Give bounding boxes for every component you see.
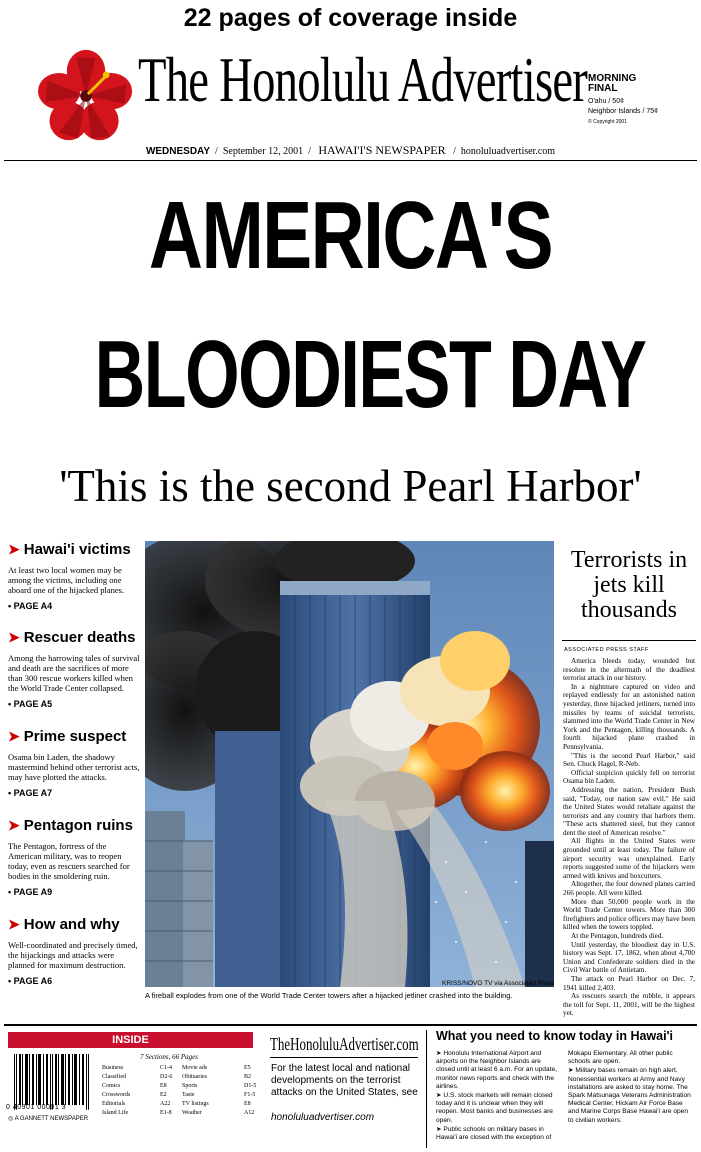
index-page: E2 [160,1092,167,1098]
news-photo [145,541,554,987]
story-body [563,657,695,1018]
need-to-know-col-right [568,1050,692,1126]
headline-line-2: BLOODIEST DAY [94,321,646,428]
subhead-quote: 'This is the second Pearl Harbor' [59,461,642,511]
arrow-icon: ➤ [8,916,20,932]
index-name: Sports [182,1083,198,1089]
index-page: C1-4 [160,1065,172,1071]
barcode-number: 0 40901 00001 3 [6,1104,67,1111]
rail-title: Hawai'i victims [23,541,131,558]
photo-caption: A fireball explodes from one of the World Trade Center towers after a hijacked jetliner crashed into the building. [145,991,513,1000]
edition-line-2: FINAL [588,83,618,94]
top-banner: 22 pages of coverage inside [183,4,518,32]
headline-line-1: AMERICA'S [148,182,553,289]
publisher [8,1115,88,1122]
price-oahu: O'ahu / 50¢ [588,98,624,105]
index-name: Comics [102,1083,121,1089]
rail-body: The Pentagon, fortress of the American military, was to reopen today, even as rescuers searched for bodies in the smoldering ruin. [8,841,130,881]
need-to-know-title: What you need to know today in Hawai'i [436,1029,674,1043]
index-page: D2-6 [160,1074,173,1080]
promo-rule [270,1057,418,1058]
index-name: TV listings [182,1101,209,1107]
story-paragraph: At the Pentagon, hundreds died. [571,932,664,940]
need-item: ➤ Honolulu International Airport and airports on the Neighbor Islands are closed until at least 6 a.m. For an update, monitor news reports and check with the airlines. [436,1050,557,1090]
arrow-icon: ➤ [8,728,20,744]
rail-item: ➤ Rescuer deaths Among the harrowing tales of survival and death are the sacrifices of more than 300 rescue workers killed when the World Trade Center collapsed. • PAGE A5 [8,629,140,709]
story-paragraph: "This is the second Pearl Harbor," said Sen. Chuck Hagel, R-Neb. [563,751,695,769]
index-page: E8 [244,1101,251,1107]
rail-body: Well-coordinated and precisely timed, the hijackings and attacks were planned for maximum destruction. [8,940,138,970]
column-divider [426,1030,427,1148]
story-paragraph: As rescuers search the rubble, it appears the toll for Sept. 11, 2001, will be the highest yet. [563,992,695,1018]
index-name: Taste [182,1092,195,1098]
rail-page: PAGE A4 [13,601,53,611]
need-to-know-col-left [436,1050,560,1143]
dateline-weekday: WEDNESDAY [145,146,211,157]
arrow-icon: ➤ [8,541,20,557]
footer-rule [4,1024,697,1026]
index-name: Crosswords [102,1092,131,1098]
copyright: © Copyright 2001 [588,119,627,125]
arrow-icon: ➤ [8,629,20,645]
need-item: ➤ Public schools on military bases in Hawai'i are closed with the exception of [436,1125,552,1142]
dateline-date: September 12, 2001 [222,146,304,157]
index-name: Classified [102,1074,126,1080]
rail-title: How and why [23,916,120,933]
gannett-logo-icon: ◎ [8,1116,14,1122]
story-paragraph: Altogether, the four downed planes carried 266 people. All were killed. [563,880,695,898]
story-paragraph: Addressing the nation, President Bush said, "Today, our nation saw evil." He said the United States would retaliate against the terrorists and any country that harbors them. "These acts shattered steel, but they cannot dent the steel of American resolve." [563,785,695,837]
index-page: A22 [160,1101,171,1107]
rail-page: PAGE A9 [13,887,53,897]
publisher-label: A GANNETT NEWSPAPER [14,1116,89,1122]
edition-box [588,74,658,127]
need-item: ➤ U.S. stock markets will remain closed today and it is unclear when they will reopen. Most banks and businesses are open. [436,1092,553,1124]
index-name: Obituaries [182,1074,207,1080]
index-name: Island Life [102,1110,129,1116]
arrow-icon: ➤ [8,817,20,833]
index-name: Editorials [102,1101,126,1107]
story-paragraph: All flights in the United States were grounded until at least today. The failure of airport security was unexplained. Early reports suggested some of the hijackers were armed with knives and boxcutters. [563,837,695,880]
rail-item: ➤ Prime suspect Osama bin Laden, the shadowy mastermind behind other terrorist acts, may have plotted the attacks. • PAGE A7 [8,728,140,798]
index-page: E1-8 [160,1110,172,1116]
inside-bar: INSIDE [8,1032,253,1048]
rail-title: Rescuer deaths [23,629,136,646]
story-paragraph: Official suspicion quickly fell on terrorist Osama bin Laden. [563,768,695,786]
story-paragraph: Until yesterday, the bloodiest day in U.S. history was Sept. 17, 1862, when about 4,700 Union and Confederate soldiers died in the Civil War battle of Antietam. [563,940,695,975]
need-item: Mokapu Elementary. All other public schools are open. [568,1050,673,1066]
index-page: A12 [244,1110,255,1116]
rail-item: ➤ Pentagon ruins The Pentagon, fortress of the American military, was to reopen today, even as rescuers searched for bodies in the smoldering ruin. • PAGE A9 [8,817,140,897]
story-paragraph: More than 50,000 people work in the World Trade Center towers. More than 300 firefighters and police officers may have been killed when the towers toppled. [563,897,695,932]
masthead-rule [4,160,697,161]
rail-page: PAGE A6 [13,976,53,986]
rail-body: At least two local women may be among the victims, including one aboard one of the hijacked planes. [8,565,125,595]
price-neighbor: Neighbor Islands / 75¢ [588,108,659,115]
rail-page: PAGE A5 [13,699,53,709]
rail-body: Osama bin Laden, the shadowy mastermind behind other terrorist acts, may have plotted the attacks. [8,752,140,782]
masthead-title: The Honolulu Advertiser [138,45,588,115]
rail-title: Pentagon ruins [23,817,133,834]
index-page: E5 [244,1065,251,1071]
story-paragraph: America bleeds today, wounded but resolute in the aftermath of the deadliest terrorist attack in our history. [563,657,695,683]
dateline-tagline: HAWAI'I'S NEWSPAPER [318,143,446,157]
index-name: Business [102,1065,124,1071]
edition-line-1: MORNING [588,73,637,84]
need-item: ➤ Military bases remain on high alert. Nonessential workers at Army and Navy installations are asked to stay home. The Spark Matsunaga Veterans Administration Medical Center, Hickam Air Force Base and Marine Corps Base Hawai'i are open to civilian workers. [568,1067,691,1124]
index-page: B2 [244,1074,252,1080]
promo-logo: TheHonoluluAdvertiser.com [270,1034,419,1054]
story-paragraph: The attack on Pearl Harbor on Dec. 7, 1941 killed 2,403. [563,974,695,992]
story-paragraph: In a nightmare captured on video and replayed endlessly for an astonished nation yesterday, three hijacked jetliners, turned into missiles by teams of suicidal terrorists, slammed into the World Trade Center in New York and the Pentagon, killing thousands. A fourth hijacked plane crashed in Pennsylvania. [563,682,695,751]
dateline: WEDNESDAY / September 12, 2001 / HAWAI'I'S NEWSPAPER / honoluluadvertiser.com [145,143,556,157]
index-page: D1-5 [244,1083,257,1089]
hibiscus-icon [38,48,134,144]
story-headline: Terrorists in jets kill thousands [570,547,688,623]
index-page: F1-5 [244,1092,256,1098]
dateline-url: honoluluadvertiser.com [460,146,556,157]
index-name: Movie ads [182,1065,208,1071]
story-rule [562,640,696,641]
sections-count: 7 Sections, 66 Pages [140,1053,198,1061]
promo-url[interactable]: honoluluadvertiser.com [271,1112,375,1123]
rail-body: Among the harrowing tales of survival and death are the sacrifices of more than 300 rescue workers killed when the World Trade Center collapsed. [8,653,140,693]
rail-item: ➤ How and why Well-coordinated and precisely timed, the hijackings and attacks were planned for maximum destruction. • PAGE A6 [8,916,140,986]
story-byline: ASSOCIATED PRESS STAFF [564,647,649,653]
rail-page: PAGE A7 [13,788,53,798]
index-name: Weather [182,1110,202,1116]
photo-credit: KRISS/NOVO TV via Associated Press [442,980,555,987]
rail-item: ➤ Hawai'i victims At least two local women may be among the victims, including one aboard one of the hijacked planes. • PAGE A4 [8,541,140,611]
index-page: E8 [160,1083,167,1089]
rail-title: Prime suspect [23,728,127,745]
promo-text: For the latest local and national developments on the terrorist attacks on the United States, see [271,1063,418,1098]
